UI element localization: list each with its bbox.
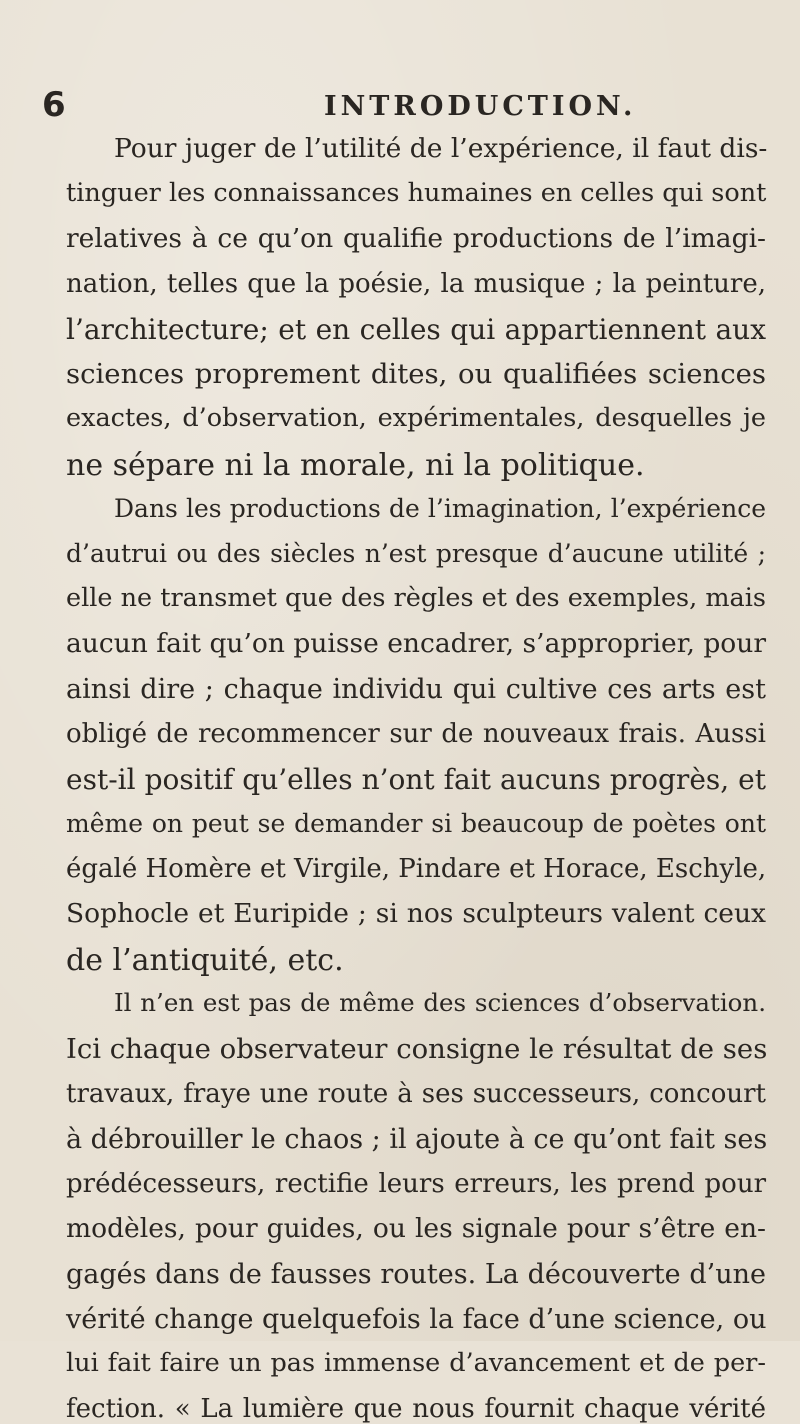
text-line: nation, telles que la poésie, la musique ; la peinture,: [66, 269, 766, 299]
text-line: obligé de recommencer sur de nouveaux frais. Aussi: [66, 719, 766, 749]
text-line: égalé Homère et Virgile, Pindare et Horace, Eschyle,: [66, 854, 767, 884]
text-line: travaux, fraye une route à ses successeurs, concourt: [66, 1079, 766, 1109]
text-line: ne sépare ni la morale, ni la politique.: [66, 448, 645, 483]
text-line: exactes, d’observation, expérimentales, desquelles je: [66, 403, 766, 433]
text-line: lui fait faire un pas immense d’avancement et de per-: [66, 1348, 766, 1378]
text-line: est-il positif qu’elles n’ont fait aucuns progrès, et: [66, 763, 766, 796]
text-line: elle ne transmet que des règles et des exemples, mais: [66, 583, 766, 613]
text-line: gagés dans de fausses routes. La découverte d’une: [66, 1259, 766, 1290]
text-line: Ici chaque observateur consigne le résultat de ses: [66, 1033, 768, 1065]
text-line: Dans les productions de l’imagination, l’expérience: [114, 494, 766, 523]
text-line: sciences proprement dites, ou qualifiées sciences: [66, 358, 766, 390]
page-header: [42, 85, 762, 125]
text-line: ainsi dire ; chaque individu qui cultive ces arts est: [66, 674, 766, 705]
text-line: de l’antiquité, etc.: [66, 943, 344, 978]
text-line: d’autrui ou des siècles n’est presque d’aucune utilité ;: [66, 539, 766, 568]
text-line: même on peut se demander si beaucoup de poètes ont: [66, 809, 766, 838]
text-line: Pour juger de l’utilité de l’expérience, il faut dis-: [114, 133, 768, 164]
text-line: relatives à ce qu’on qualifie productions de l’imagi-: [66, 223, 766, 254]
text-line: vérité change quelquefois la face d’une science, ou: [66, 1304, 767, 1335]
text-line: à débrouiller le chaos ; il ajoute à ce qu’ont fait ses: [66, 1124, 768, 1155]
text-line: l’architecture; et en celles qui appartiennent aux: [66, 313, 766, 346]
running-title: INTRODUCTION.: [324, 91, 637, 122]
text-line: prédécesseurs, rectifie leurs erreurs, les prend pour: [66, 1169, 766, 1199]
page-number: 6: [42, 85, 66, 125]
text-line: aucun fait qu’on puisse encadrer, s’approprier, pour: [66, 628, 766, 659]
text-line: modèles, pour guides, ou les signale pour s’être en-: [66, 1213, 766, 1244]
text-line: Il n’en est pas de même des sciences d’observation.: [114, 988, 766, 1017]
text-line: Sophocle et Euripide ; si nos sculpteurs valent ceux: [66, 898, 766, 929]
text-line: fection. « La lumière que nous fournit chaque vérité: [66, 1394, 766, 1424]
text-line: tinguer les connaissances humaines en celles qui sont: [66, 178, 767, 208]
